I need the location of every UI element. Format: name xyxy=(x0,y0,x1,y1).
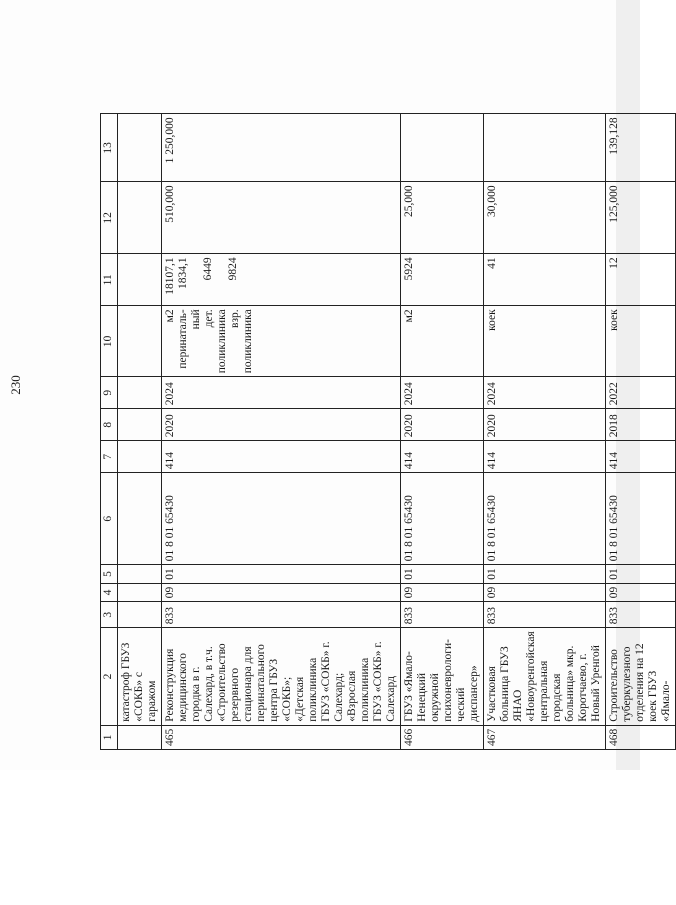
object-name: ГБУЗ «Ямало-Ненецкий окружной психоневрологи-ческий диспансер» xyxy=(401,628,484,725)
col9-cell: 2024 xyxy=(162,377,401,409)
row-number: 468 xyxy=(606,725,676,749)
col8-cell: 2018 xyxy=(606,409,676,441)
header-cell: 3 xyxy=(101,602,118,628)
object-name: Реконструкция медицинского городка в г. Салехард, в т.ч. «Строительство резервного стационара для перинатального центра ГБУЗ «СОКБ»; «Детская поликлиника ГБУЗ «СОКБ» г. Салехард; «Взрослая поликлиника ГБУЗ «СОКБ» г. Салехард xyxy=(162,628,401,725)
header-cell: 2 xyxy=(101,628,118,725)
unit-line: коек xyxy=(486,309,498,331)
capacity-line: 41 xyxy=(486,257,498,269)
col13-cell xyxy=(484,114,606,182)
unit-line: взр. поликлиника xyxy=(229,309,254,374)
col12-cell: 510,000 xyxy=(162,182,401,254)
col4-cell: 09 xyxy=(401,583,484,602)
table-cell xyxy=(118,565,162,584)
capacity-line: 12 xyxy=(608,257,620,269)
col7-cell: 414 xyxy=(606,441,676,473)
col4-cell: 09 xyxy=(484,583,606,602)
capacity-cell xyxy=(484,254,606,306)
table-row xyxy=(484,114,606,750)
capacity-line: 9824 xyxy=(227,257,239,281)
col8-cell: 2020 xyxy=(484,409,606,441)
col5-cell: 01 xyxy=(484,565,606,584)
capacity-line: 5924 xyxy=(403,257,415,281)
table-row xyxy=(401,114,484,750)
unit-line: коек xyxy=(608,309,620,331)
row-number: 465 xyxy=(162,725,401,749)
unit-line: перинаталь-ный xyxy=(177,309,202,369)
table-cell xyxy=(118,441,162,473)
budget-table xyxy=(100,113,676,750)
col9-cell: 2024 xyxy=(484,377,606,409)
table-cell xyxy=(118,114,162,182)
table-cell xyxy=(118,377,162,409)
col13-cell: 1 250,000 xyxy=(162,114,401,182)
col3-cell: 833 xyxy=(484,602,606,628)
object-name: катастроф ГБУЗ «СОКБ» с гаражом xyxy=(118,628,162,725)
table-cell xyxy=(118,473,162,565)
col6-cell: 01 8 01 65430 xyxy=(401,473,484,565)
unit-cell xyxy=(162,306,401,377)
row-number: 467 xyxy=(484,725,606,749)
unit-line: м2 xyxy=(164,309,176,323)
capacity-cell xyxy=(162,254,401,306)
table-row xyxy=(162,114,401,750)
header-cell: 10 xyxy=(101,306,118,377)
object-name: Участковая больница ГБУЗ ЯНАО «Новоуренгойская центральная городская больница» мкр. Коротчаево, г. Новый Уренгой xyxy=(484,628,606,725)
header-cell: 4 xyxy=(101,583,118,602)
col12-cell: 30,000 xyxy=(484,182,606,254)
header-cell: 11 xyxy=(101,254,118,306)
header-cell: 5 xyxy=(101,565,118,584)
col5-cell: 01 xyxy=(401,565,484,584)
col13-cell xyxy=(401,114,484,182)
unit-cell xyxy=(606,306,676,377)
table-cell xyxy=(118,254,162,306)
unit-line: м2 xyxy=(403,309,415,323)
capacity-line: 1834,1 xyxy=(177,257,189,289)
header-cell: 6 xyxy=(101,473,118,565)
col4-cell: 09 xyxy=(606,583,676,602)
col5-cell: 01 xyxy=(606,565,676,584)
col3-cell: 833 xyxy=(162,602,401,628)
table-cell xyxy=(118,409,162,441)
header-cell: 12 xyxy=(101,182,118,254)
table-row xyxy=(606,114,676,750)
col9-cell: 2024 xyxy=(401,377,484,409)
col5-cell: 01 xyxy=(162,565,401,584)
continuation-row xyxy=(118,114,162,750)
col12-cell: 25,000 xyxy=(401,182,484,254)
header-cell: 1 xyxy=(101,725,118,749)
table-cell xyxy=(118,306,162,377)
col7-cell: 414 xyxy=(401,441,484,473)
col6-cell: 01 8 01 65430 xyxy=(162,473,401,565)
col8-cell: 2020 xyxy=(401,409,484,441)
table-cell xyxy=(118,602,162,628)
col9-cell: 2022 xyxy=(606,377,676,409)
header-cell: 7 xyxy=(101,441,118,473)
col6-cell: 01 8 01 65430 xyxy=(484,473,606,565)
unit-cell xyxy=(484,306,606,377)
capacity-line: 18107,1 xyxy=(164,257,176,295)
header-cell: 9 xyxy=(101,377,118,409)
capacity-cell xyxy=(401,254,484,306)
unit-line: дет. поликлиника xyxy=(203,309,228,374)
col3-cell: 833 xyxy=(401,602,484,628)
header-row xyxy=(101,114,118,750)
col3-cell: 833 xyxy=(606,602,676,628)
col12-cell: 125,000 xyxy=(606,182,676,254)
page-number: 230 xyxy=(8,375,23,395)
col4-cell: 09 xyxy=(162,583,401,602)
table-cell xyxy=(118,182,162,254)
col7-cell: 414 xyxy=(162,441,401,473)
unit-cell xyxy=(401,306,484,377)
col8-cell: 2020 xyxy=(162,409,401,441)
capacity-line: 6449 xyxy=(202,257,214,281)
table-cell xyxy=(118,583,162,602)
header-cell: 8 xyxy=(101,409,118,441)
row-number: 466 xyxy=(401,725,484,749)
table-cell xyxy=(118,725,162,749)
capacity-cell xyxy=(606,254,676,306)
col6-cell: 01 8 01 65430 xyxy=(606,473,676,565)
header-cell: 13 xyxy=(101,114,118,182)
col7-cell: 414 xyxy=(484,441,606,473)
object-name: Строительство туберкулезного отделения на 12 коек ГБУЗ «Ямало- xyxy=(606,628,676,725)
col13-cell: 139,128 xyxy=(606,114,676,182)
